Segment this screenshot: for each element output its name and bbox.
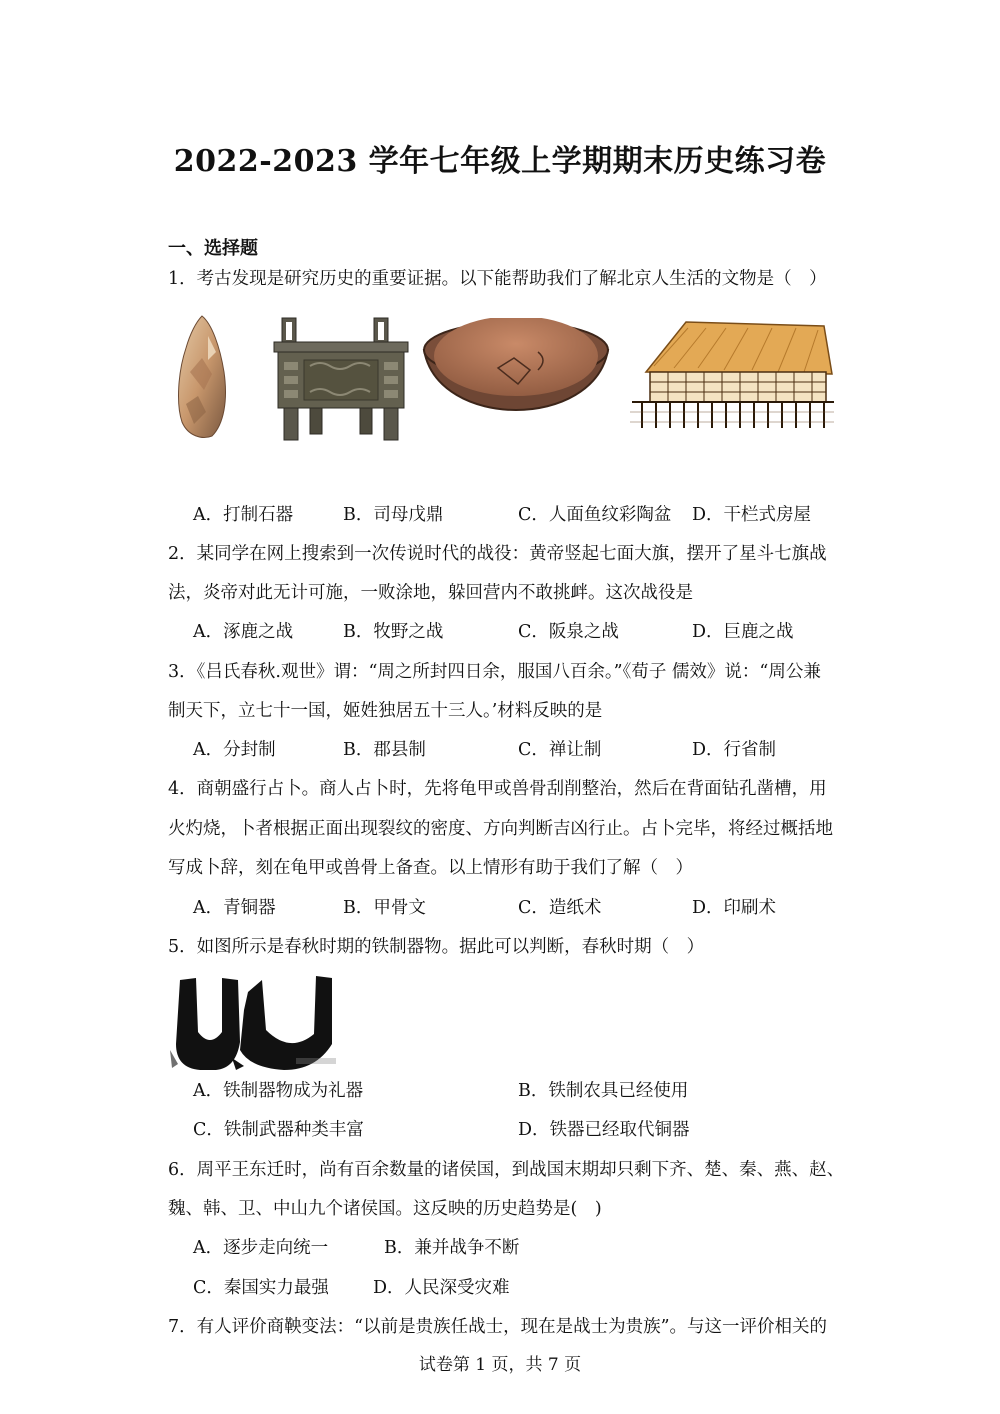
question-3-option-c[interactable]: C．禅让制 <box>518 740 602 760</box>
question-3-option-a[interactable]: A．分封制 <box>193 740 276 760</box>
painted-pottery-basin-image <box>418 318 614 440</box>
page-title: 2022-2023 学年七年级上学期期末历史练习卷 <box>173 144 827 179</box>
iron-tools-image <box>166 970 342 1074</box>
question-4-line-1: 4．商朝盛行占卜。商人占卜时，先将龟甲或兽骨刮削整治，然后在背面钻孔凿槽，用 <box>168 779 827 799</box>
question-3-line-2: 制天下，立七十一国，姬姓独居五十三人。’材料反映的是 <box>168 701 603 721</box>
question-2-option-b[interactable]: B．牧野之战 <box>343 622 444 642</box>
question-3-option-d[interactable]: D．行省制 <box>692 740 777 760</box>
question-2-line-2: 法，炎帝对此无计可施，一败涂地，躲回营内不敢挑衅。这次战役是 <box>168 583 693 603</box>
question-6-line-1: 6．周平王东迁时，尚有百余数量的诸侯国，到战国末期却只剩下齐、楚、秦、燕、赵、 <box>168 1160 845 1180</box>
question-6-option-c[interactable]: C．秦国实力最强 <box>193 1278 329 1298</box>
question-1-option-b[interactable]: B．司母戊鼎 <box>343 505 444 525</box>
question-5-option-d[interactable]: D．铁器已经取代铜器 <box>518 1120 690 1140</box>
question-5-option-b[interactable]: B．铁制农具已经使用 <box>518 1081 689 1101</box>
question-2-option-c[interactable]: C．阪泉之战 <box>518 622 619 642</box>
question-4-option-d[interactable]: D．印刷术 <box>692 898 777 918</box>
question-5-option-c[interactable]: C．铁制武器种类丰富 <box>193 1120 364 1140</box>
question-6-option-d[interactable]: D．人民深受灾难 <box>373 1278 510 1298</box>
question-6-line-2: 魏、韩、卫、中山九个诸侯国。这反映的历史趋势是( ) <box>168 1199 602 1219</box>
question-4-line-2: 火灼烧，卜者根据正面出现裂纹的密度、方向判断吉凶行止。占卜完毕，将经过概括地 <box>168 819 833 839</box>
question-2-option-d[interactable]: D．巨鹿之战 <box>692 622 794 642</box>
question-2-option-a[interactable]: A．涿鹿之战 <box>193 622 294 642</box>
question-1-option-d[interactable]: D．干栏式房屋 <box>692 505 812 525</box>
question-3-line-1: 3．《吕氏春秋.观世》谓：“周之所封四日余，服国八百余。”《荀子 儒效》说：“周公兼 <box>168 662 821 682</box>
question-4-line-3: 写成卜辞，刻在龟甲或兽骨上备查。以上情形有助于我们了解（ ） <box>168 858 693 878</box>
question-1-line-1: 1．考古发现是研究历史的重要证据。以下能帮助我们了解北京人生活的文物是（ ） <box>168 269 827 289</box>
question-5-line-1: 5．如图所示是春秋时期的铁制器物。据此可以判断，春秋时期（ ） <box>168 937 705 957</box>
section-heading: 一、选择题 <box>168 238 258 259</box>
question-4-option-b[interactable]: B．甲骨文 <box>343 898 426 918</box>
question-1-option-a[interactable]: A．打制石器 <box>193 505 294 525</box>
question-5-option-a[interactable]: A．铁制器物成为礼器 <box>193 1081 364 1101</box>
question-7-line-1: 7．有人评价商鞅变法：“以前是贵族任战士，现在是战士为贵族”。与这一评价相关的 <box>168 1317 828 1337</box>
page-footer: 试卷第 1 页，共 7 页 <box>418 1355 582 1375</box>
bronze-ding-image <box>270 314 412 442</box>
stone-tool-image <box>172 312 232 442</box>
stilt-house-image <box>628 316 834 432</box>
question-4-option-a[interactable]: A．青铜器 <box>193 898 276 918</box>
question-1-option-c[interactable]: C．人面鱼纹彩陶盆 <box>518 505 672 525</box>
question-3-option-b[interactable]: B．郡县制 <box>343 740 426 760</box>
question-6-option-b[interactable]: B．兼并战争不断 <box>384 1238 520 1258</box>
question-6-option-a[interactable]: A．逐步走向统一 <box>193 1238 329 1258</box>
question-2-line-1: 2．某同学在网上搜索到一次传说时代的战役：黄帝竖起七面大旗，摆开了星斗七旗战 <box>168 544 827 564</box>
question-4-option-c[interactable]: C．造纸术 <box>518 898 602 918</box>
